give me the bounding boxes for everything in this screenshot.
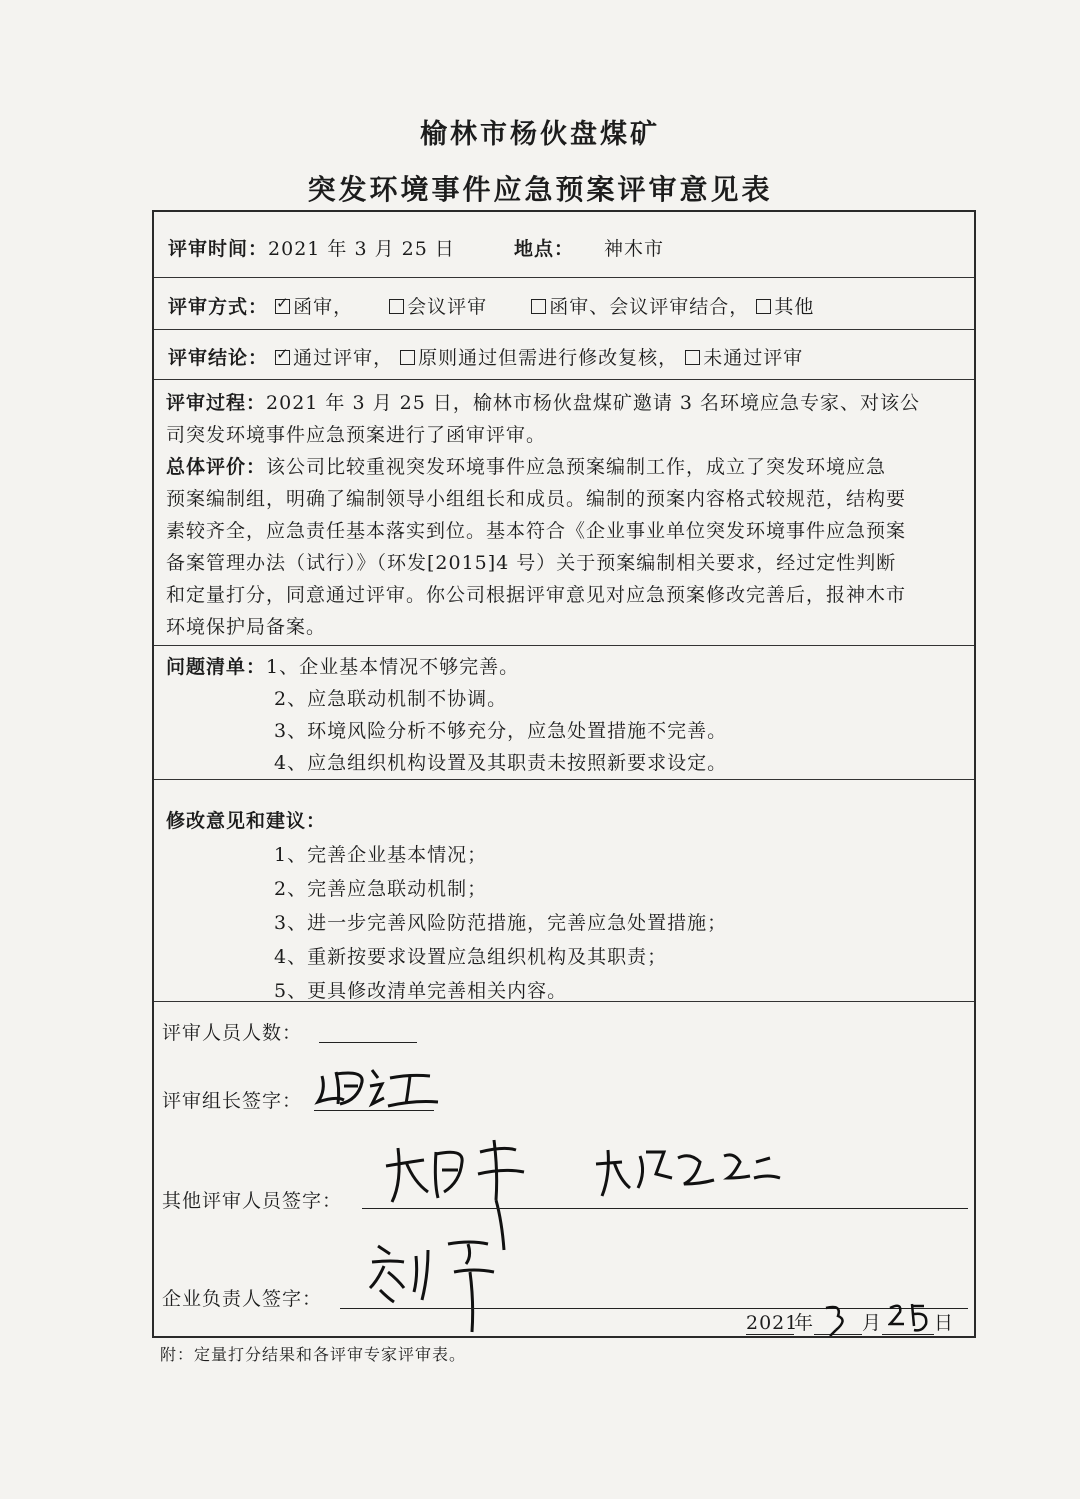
signing-date-day xyxy=(882,1312,934,1335)
other-reviewers-signature-label: 其他评审人员签字： xyxy=(162,1190,343,1212)
suggestion-item-3: 3、进一步完善风险防范措施，完善应急处置措施； xyxy=(274,912,728,934)
row-review-time xyxy=(154,212,974,278)
conclusion-option-conditional: 原则通过但需进行修改复核， xyxy=(418,347,679,369)
leader-signature xyxy=(314,1060,444,1112)
method-option-meeting: 会议评审 xyxy=(407,296,488,318)
conclusion-checkbox-fail[interactable] xyxy=(685,350,700,365)
document-subtitle: 突发环境事件应急预案评审意见表 xyxy=(307,173,773,206)
review-form xyxy=(152,210,976,1338)
reviewer-count-field[interactable] xyxy=(319,1042,417,1043)
row-review-process xyxy=(154,380,974,646)
row-issues-list xyxy=(154,646,974,780)
document-title: 榆林市杨伙盘煤矿 xyxy=(420,119,660,150)
place-value: 神木市 xyxy=(604,238,665,260)
issue-item-3: 3、环境风险分析不够充分，应急处置措施不完善。 xyxy=(274,720,728,742)
company-head-signature-label: 企业负责人签字： xyxy=(162,1288,323,1310)
overall-evaluation-label: 总体评价： xyxy=(166,456,267,478)
suggestion-item-4: 4、重新按要求设置应急组织机构及其职责； xyxy=(274,946,668,968)
overall-evaluation-line-6: 环境保护局备案。 xyxy=(166,616,327,638)
conclusion-option-pass: 通过评审， xyxy=(293,347,394,369)
review-conclusion-label: 评审结论： xyxy=(168,347,269,369)
review-process-line-2: 司突发环境事件应急预案进行了函审评审。 xyxy=(166,424,547,446)
signing-date-day-unit: 日 xyxy=(934,1312,955,1334)
signing-date-month-unit: 月 xyxy=(862,1312,883,1334)
method-option-letter: 函审， xyxy=(293,296,354,318)
method-option-combined: 函审、会议评审结合， xyxy=(549,296,750,318)
issue-item-1: 1、企业基本情况不够完善。 xyxy=(266,656,520,678)
overall-evaluation-line-5: 和定量打分，同意通过评审。你公司根据评审意见对应急预案修改完善后，报神木市 xyxy=(166,584,907,606)
attachment-note: 附：定量打分结果和各评审专家评审表。 xyxy=(160,1345,467,1364)
issue-item-4: 4、应急组织机构设置及其职责未按照新要求设定。 xyxy=(274,752,728,774)
other-reviewers-signature-line xyxy=(362,1208,968,1209)
issues-label: 问题清单： xyxy=(166,656,267,678)
review-time-value: 2021 年 3 月 25 日 xyxy=(268,238,455,260)
issue-item-2: 2、应急联动机制不协调。 xyxy=(274,688,508,710)
signing-date xyxy=(746,1308,954,1335)
overall-evaluation-line-2: 预案编制组，明确了编制领导小组组长和成员。编制的预案内容格式较规范，结构要 xyxy=(166,488,907,510)
company-head-signature xyxy=(364,1232,514,1336)
suggestion-item-2: 2、完善应急联动机制； xyxy=(274,878,488,900)
review-process-label: 评审过程： xyxy=(166,392,267,414)
row-review-method xyxy=(154,278,974,330)
reviewer-count-label: 评审人员人数： xyxy=(162,1022,303,1044)
review-process-line-1: 2021 年 3 月 25 日，榆林市杨伙盘煤矿邀请 3 名环境应急专家、对该公 xyxy=(266,392,921,414)
conclusion-checkbox-pass[interactable] xyxy=(275,350,290,365)
place-label: 地点： xyxy=(514,238,575,260)
leader-signature-line xyxy=(314,1110,434,1111)
suggestions-label: 修改意见和建议： xyxy=(166,810,327,832)
method-checkbox-other[interactable] xyxy=(756,299,771,314)
review-time-label: 评审时间： xyxy=(168,238,269,260)
method-checkbox-meeting[interactable] xyxy=(389,299,404,314)
row-suggestions xyxy=(154,780,974,1002)
leader-signature-label: 评审组长签字： xyxy=(162,1090,303,1112)
row-signatures xyxy=(154,1002,974,1336)
conclusion-option-fail: 未通过评审 xyxy=(703,347,804,369)
suggestion-item-1: 1、完善企业基本情况； xyxy=(274,844,488,866)
method-option-other: 其他 xyxy=(774,296,815,318)
row-review-conclusion xyxy=(154,330,974,380)
method-checkbox-letter[interactable] xyxy=(275,299,290,314)
signing-date-year-unit: 年 xyxy=(794,1312,815,1334)
signing-date-year: 2021 xyxy=(746,1312,799,1334)
suggestion-item-5: 5、更具修改清单完善相关内容。 xyxy=(274,980,568,1002)
overall-evaluation-line-3: 素较齐全，应急责任基本落实到位。基本符合《企业事业单位突发环境事件应急预案 xyxy=(166,520,907,542)
conclusion-checkbox-conditional[interactable] xyxy=(400,350,415,365)
overall-evaluation-line-4: 备案管理办法（试行）》（环发[2015]4 号）关于预案编制相关要求，经过定性判断 xyxy=(166,552,897,574)
review-method-label: 评审方式： xyxy=(168,296,269,318)
overall-evaluation-line-1: 该公司比较重视突发环境事件应急预案编制工作，成立了突发环境应急 xyxy=(266,456,887,478)
method-checkbox-combined[interactable] xyxy=(531,299,546,314)
signing-date-month xyxy=(814,1312,862,1335)
